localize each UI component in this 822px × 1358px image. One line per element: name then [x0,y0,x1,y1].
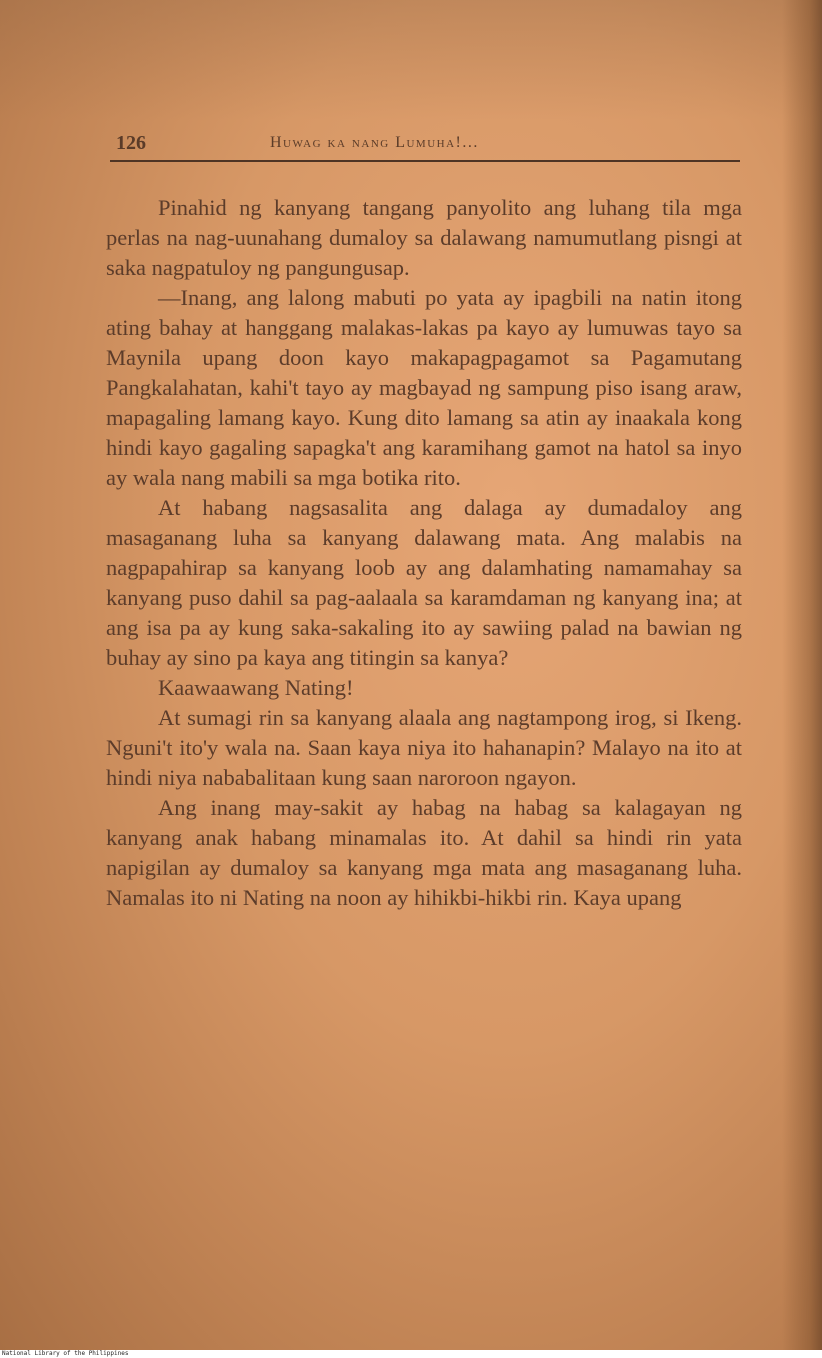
paragraph: At sumagi rin sa kanyang alaala ang nagtampong irog, si Ikeng. Nguni't ito'y wala na. Saan kaya niya ito hahanapin? Malayo na ito at hindi niya nababalitaan kung saan naroroon ngayon. [106,705,742,790]
running-title: Huwag ka nang Lumuha!... [270,134,479,151]
paragraph: At habang nagsasalita ang dalaga ay dumadaloy ang masaganang luha sa kanyang dalawang mata. Ang malabis na nagpapahirap sa kanyang loob ay ang dalamhating namamahay sa kanyang puso dahil sa pag-aalaala sa karamdaman ng kanyang ina; at ang isa pa ay kung saka-sakaling ito ay sawiing palad na bawian ng buhay ay sino pa kaya ang titingin sa kanya? [106,495,742,670]
paragraph: Kaawaawang Nating! [158,675,354,700]
page-shading [0,0,822,120]
paragraph: —Inang, ang lalong mabuti po yata ay ipagbili na natin itong ating bahay at hanggang malakas-lakas pa kayo ay lumuwas tayo sa Maynila upang doon kayo makapagpagamot sa Pagamutang Pangkalahatan, kahi't tayo ay magbayad ng sampung piso isang araw, mapagaling lamang kayo. Kung dito lamang sa atin ay inaakala kong hindi kayo gagaling sapagka't ang karamihang gamot na hatol sa inyo ay wala nang mabili sa mga botika rito. [106,285,742,490]
library-credit: National Library of the Philippines [2,1350,129,1357]
binding-shadow [782,0,822,1350]
header-rule [110,160,740,162]
paragraph: Ang inang may-sakit ay habag na habag sa kalagayan ng kanyang anak habang minamalas ito. At dahil sa hindi rin yata napigilan ay dumaloy sa kanyang mga mata ang masaganang luha. Namalas ito ni Nating na noon ay hihikbi-hikbi rin. Kaya upang [106,795,742,910]
paragraph: Pinahid ng kanyang tangang panyolito ang luhang tila mga perlas na nag-uunahang dumaloy sa dalawang namumutlang pisngi at saka nagpatuloy ng pangungusap. [106,195,742,280]
running-header [110,128,740,158]
body-text [106,193,742,913]
page-number: 126 [116,132,146,154]
